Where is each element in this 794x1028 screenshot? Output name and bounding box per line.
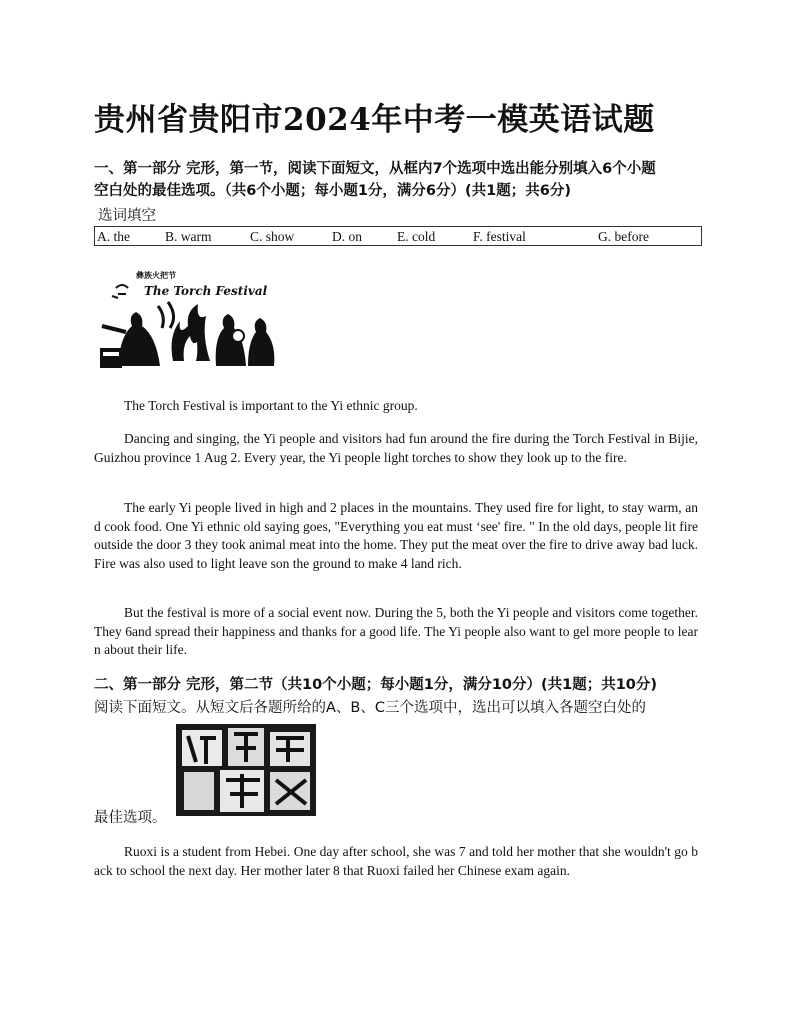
- section1-heading: [94, 158, 704, 202]
- option-g: G. before: [598, 229, 649, 244]
- section1-heading-line2: 空白处的最佳选项。（共6个小题；每小题1分，满分6分）(共1题；共6分): [94, 183, 571, 199]
- calligraphy-title-image-icon: [176, 724, 316, 816]
- section2-intro-line1: 阅读下面短文。从短文后各题所给的A、B、C三个选项中，选出可以填入各题空白处的: [94, 700, 646, 716]
- section2-intro-line2: 最佳选项。: [94, 810, 167, 826]
- option-c: C. show: [250, 229, 295, 244]
- passage2-paragraph-1: Ruoxi is a student from Hebei. One day after school, she was 7 and told her mother that she wouldn't go back to school the next day. Her mother later 8 that Ruoxi failed her Chinese exam again.: [94, 844, 698, 878]
- passage1-paragraph-4: But the festival is more of a social event now. During the 5, both the Yi people and visitors come together. They 6and spread their happiness and thanks for a good life. The Yi people also want to gel more people to learn about their life.: [94, 605, 698, 657]
- option-b: B. warm: [165, 229, 212, 244]
- option-e: E. cold: [397, 229, 436, 244]
- page-title: 贵州省贵阳市2024年中考一模英语试题: [94, 102, 655, 138]
- option-f: F. festival: [473, 229, 526, 244]
- passage1-paragraph-1: The Torch Festival is important to the Yi ethnic group.: [124, 398, 418, 413]
- section1-heading-line1: 一、第一部分 完形，第一节，阅读下面短文，从框内7个选项中选出能分别填入6个小题: [94, 161, 656, 177]
- image-caption-en: The Torch Festival: [144, 284, 268, 298]
- passage1-paragraph-3: The early Yi people lived in high and 2 places in the mountains. They used fire for light, to stay warm, and cook food. One Yi ethnic old saying goes, "Everything you eat must ‘see' fire. " In the old days, people lit fire outside the door 3 they took animal meat into the home. They put the meat over the fire to drive away bad luck. Fire was also used to light leave son the ground to make 4 land rich.: [94, 500, 698, 571]
- option-a: A. the: [97, 229, 130, 244]
- passage1-paragraph-2: Dancing and singing, the Yi people and visitors had fun around the fire during the Torch Festival in Bijie, Guizhou province 1 Aug 2. Every year, the Yi people light torches to show they look up to the fire.: [94, 431, 698, 465]
- section1-subheading: 选词填空: [98, 208, 156, 224]
- torch-festival-illustration-icon: [98, 266, 278, 374]
- option-d: D. on: [332, 229, 362, 244]
- section2-heading: 二、第一部分 完形，第二节（共10个小题；每小题1分，满分10分）(共1题；共10分): [94, 677, 658, 693]
- options-box: [94, 226, 702, 246]
- image-caption-cn: 彝族火把节: [136, 271, 176, 280]
